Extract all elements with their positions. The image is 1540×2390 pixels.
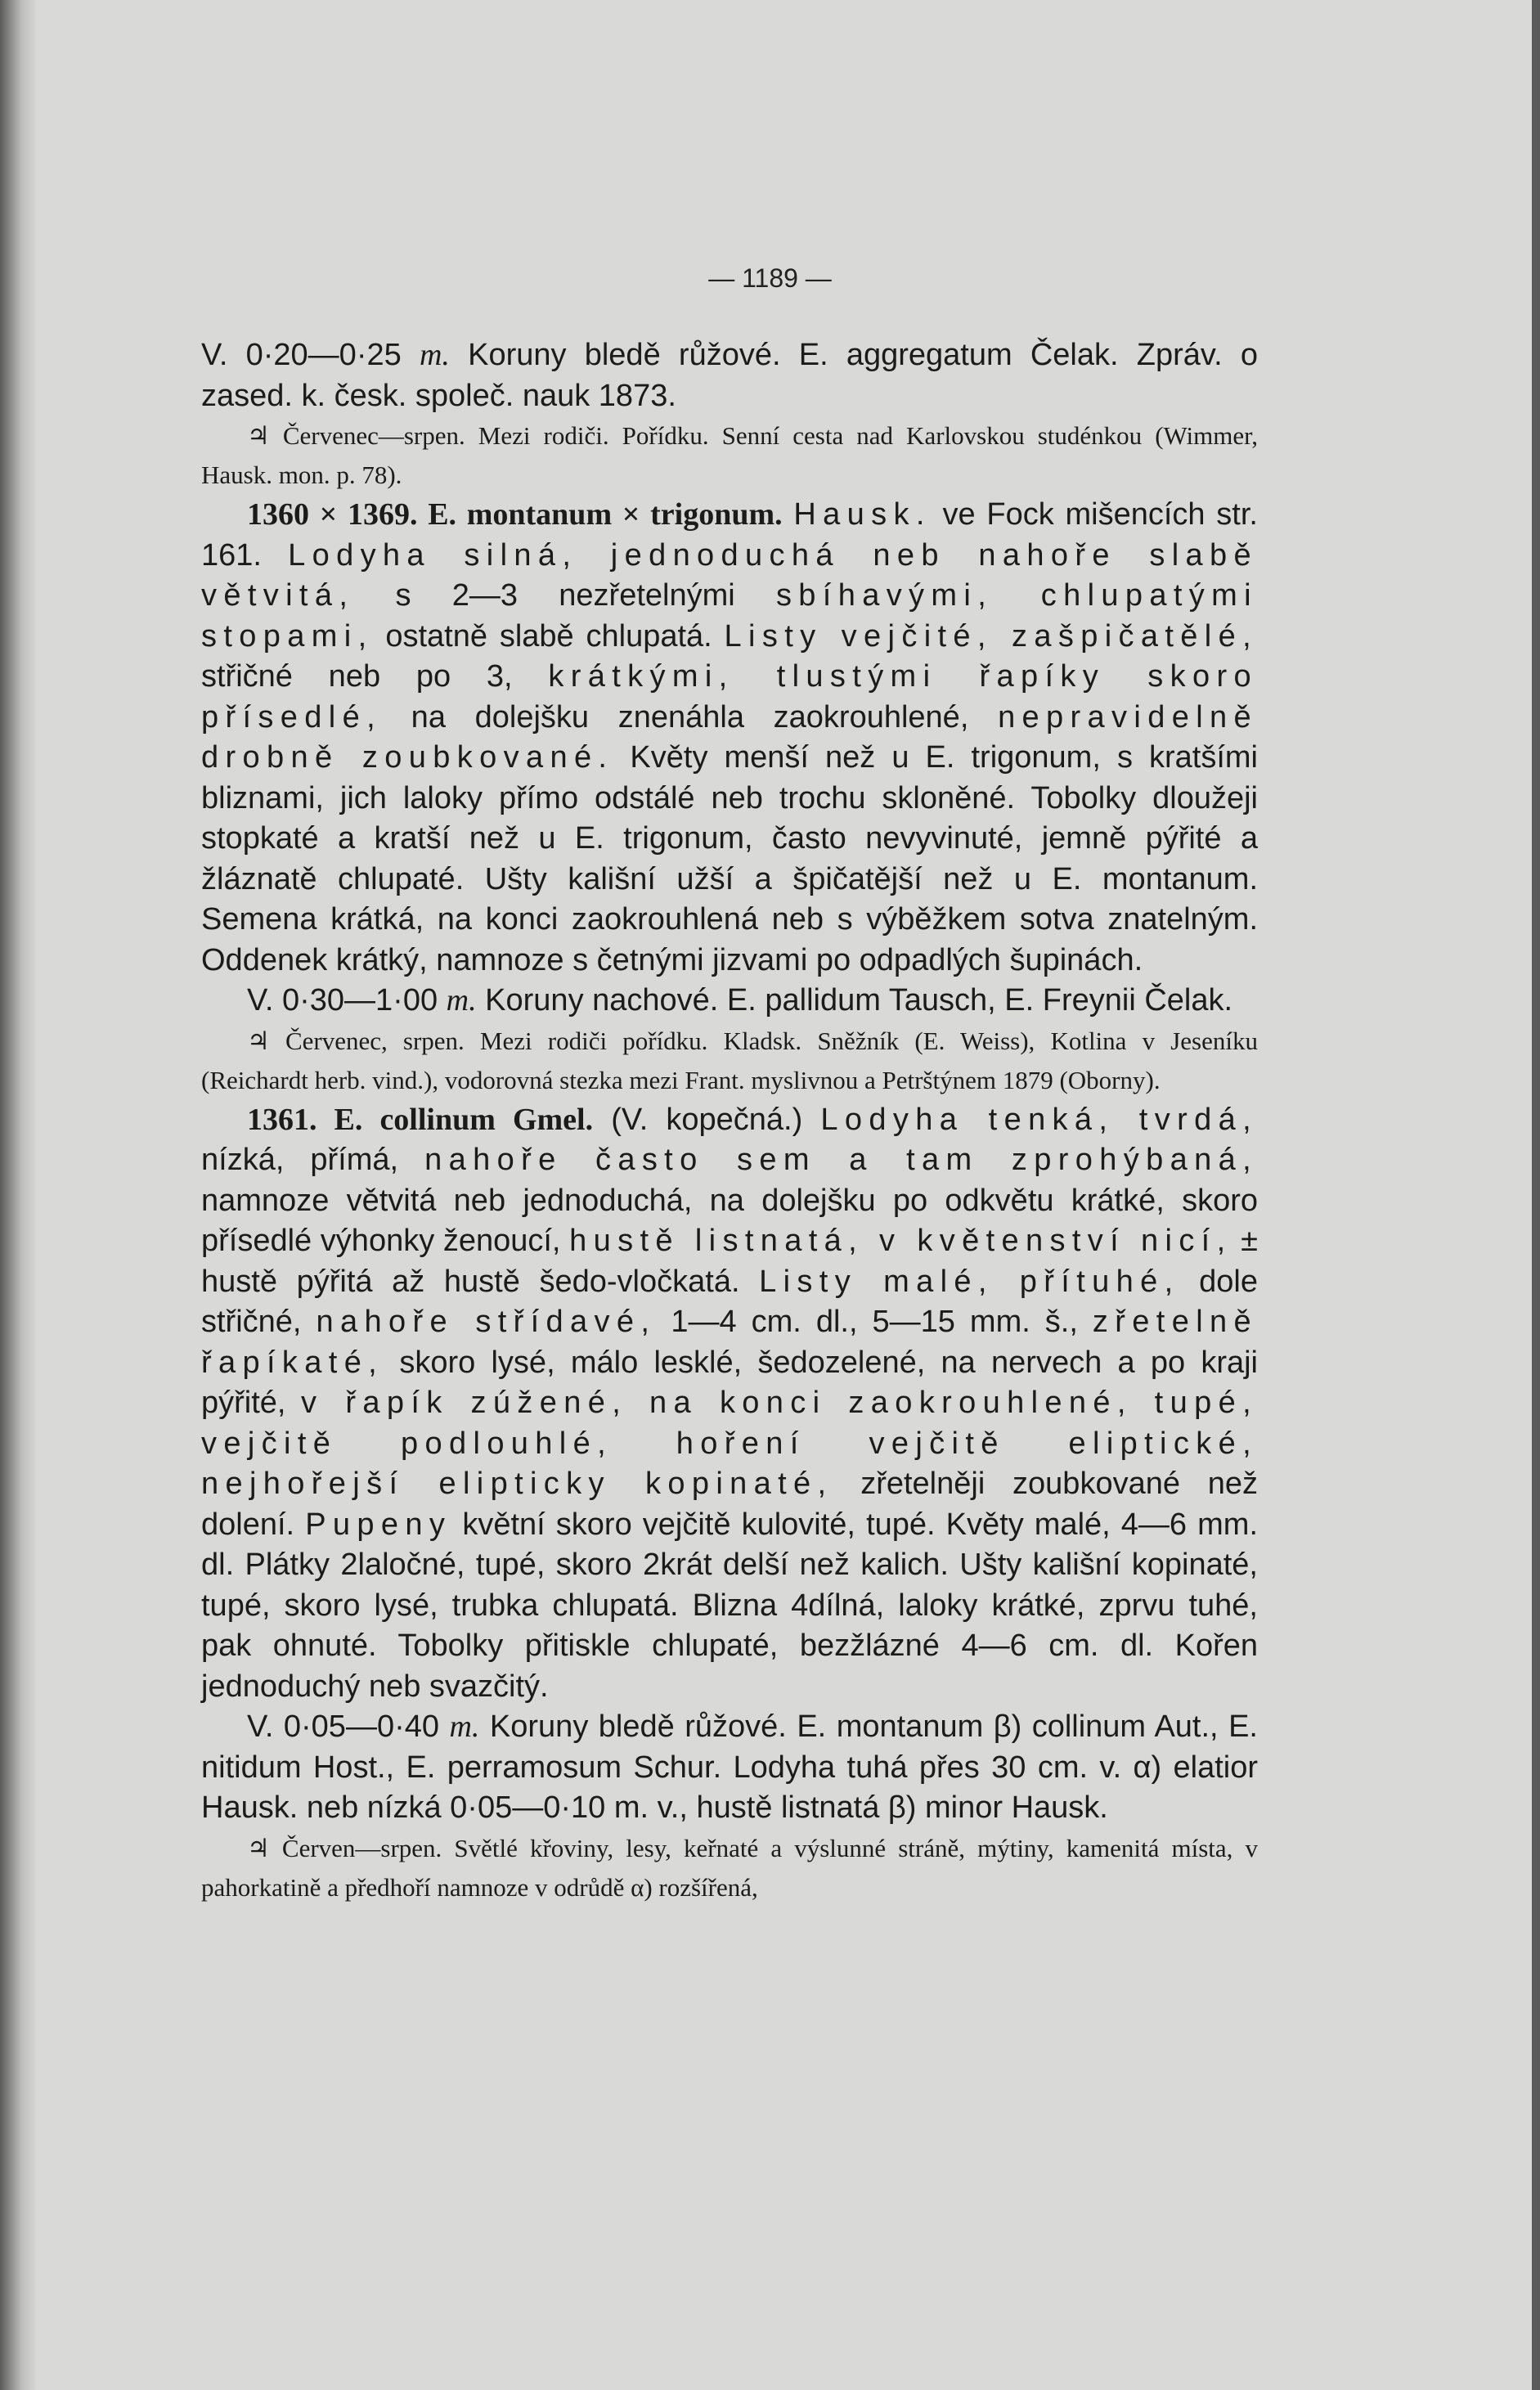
text-run: zřetelněji zoubkované než dolení. — [201, 1467, 1258, 1542]
text-run: zřetelně řapíkaté, — [201, 1305, 1258, 1380]
text-run: Koruny bledě růžové. E. montanum β) collinum Aut., E. nitidum Host., E. perramosum Schur. Lodyha tuhá přes 30 cm. v. α) elatior Hausk. neb nízká 0·05—0·10 m. v., hustě listnatá β) minor Hausk. — [201, 1709, 1258, 1825]
text-run: skoro lysé, málo lesklé, šedozelené, na nervech a po kraji pýřité, — [201, 1345, 1258, 1420]
text-run: 1—4 cm. dl., 5—15 mm. š., — [656, 1305, 1093, 1339]
text-run: Koruny bledě růžové. E. aggregatum Čelak. Zpráv. o zased. k. česk. společ. nauk 1873. — [201, 338, 1258, 413]
text-run: nahoře často sem a tam zprohýbaná, — [424, 1143, 1258, 1177]
text-run: nízká, přímá, — [201, 1143, 425, 1177]
text-run: Koruny nachové. E. pallidum Tausch, E. Freynii Čelak. — [476, 983, 1233, 1018]
text-run: Listy malé, přítuhé, — [759, 1264, 1180, 1299]
text-run: Lodyha tenká, tvrdá, — [820, 1102, 1258, 1137]
text-run — [783, 497, 794, 532]
text-run: s 2—3 nezřetelnými — [354, 578, 776, 613]
body-text — [201, 335, 1258, 1907]
paragraph-p8 — [201, 1829, 1258, 1907]
paragraph-p5 — [201, 1022, 1258, 1100]
text-run: m. — [419, 338, 450, 372]
text-run: ♃ Červenec, srpen. Mezi rodiči pořídku. Kladsk. Sněžník (E. Weiss), Kotlina v Jeseníku (Reichardt herb. vind.), vodorovná stezka mezi Frant. myslivnou a Petrštýnem 1879 (Oborny). — [201, 1026, 1258, 1094]
text-run: v řapík zúžené, na konci zaokrouhlené, tupé, vejčitě podlouhlé, hoření vejčitě eliptické, nejhořejší elipticky kopinaté, — [201, 1386, 1258, 1501]
paragraph-p4 — [201, 981, 1258, 1022]
text-run: ve Fock mišencích str. 161. — [201, 497, 1258, 573]
text-run: květní skoro vejčitě kulovité, tupé. Květy malé, 4—6 mm. dl. Plátky 2laločné, tupé, skoro 2krát delší než kalich. Ušty kališní kopinaté, tupé, skoro lysé, trubka chlupatá. Blizna 4dílná, laloky krátké, zprvu tuhé, pak ohnuté. Tobolky přitiskle chlupaté, bezžlázné 4—6 cm. dl. Kořen jednoduchý neb svazčitý. — [201, 1507, 1259, 1704]
text-run: V. 0·30—1·00 — [247, 983, 447, 1018]
text-run: nepravidelně drobně zoubkované. — [201, 699, 1258, 775]
text-run: ♃ Červenec—srpen. Mezi rodiči. Pořídku. Senní cesta nad Karlovskou studénkou (Wimmer, Hausk. mon. p. 78). — [201, 421, 1258, 489]
text-run: ± hustě pýřitá až hustě šedo-vločkatá. — [201, 1224, 1258, 1299]
text-run: m. — [449, 1709, 480, 1744]
paragraph-p6 — [201, 1100, 1258, 1708]
text-run: střičné neb po 3, — [201, 659, 549, 694]
paragraph-p3 — [201, 495, 1258, 981]
text-run: dole střičné, — [201, 1264, 1259, 1339]
text-run: 1361. E. collinum Gmel. — [247, 1102, 594, 1137]
text-run: Hausk. — [793, 497, 932, 532]
text-run: Lodyha silná, jednoduchá neb nahoře slabě větvitá, — [201, 537, 1258, 613]
text-run: ♃ Červen—srpen. Světlé křoviny, lesy, keřnaté a výslunné stráně, mýtiny, kamenitá místa, v pahorkatině a předhoří namnoze v odrůdě α) rozšířená, — [201, 1833, 1258, 1902]
text-run: Listy vejčité, zašpičatělé, — [724, 618, 1258, 654]
text-run: m. — [446, 983, 477, 1018]
text-run: namnoze větvitá neb jednoduchá, na dolejšku po odkvětu krátké, skoro přísedlé výhonky ženoucí, — [201, 1183, 1258, 1258]
page-number: — 1189 — — [708, 263, 832, 293]
paragraph-p2 — [201, 416, 1258, 495]
text-run: na dolejšku znenáhla zaokrouhlené, — [382, 699, 999, 735]
text-run: sbíhavými, chlupatými stopami, — [201, 578, 1258, 654]
text-run: nahoře střídavé, — [316, 1305, 657, 1339]
paragraph-p1 — [201, 335, 1258, 416]
text-run: hustě listnatá, v květenství nicí, — [569, 1224, 1232, 1258]
text-run: krátkými, tlustými řapíky skoro přísedlé, — [201, 659, 1258, 735]
text-run: V. 0·05—0·40 — [247, 1709, 450, 1744]
text-run: Květy menší než u E. trigonum, s kratšími bliznami, jich laloky přímo odstálé neb trochu skloněné. Tobolky dloužeji stopkaté a kratší než u E. trigonum, často nevyvinuté, jemně pýřité a žláznatě chlupaté. Ušty kališní užší a špičatější než u E. montanum. Semena krátká, na konci zaokrouhlená neb s výběžkem sotva znatelným. Oddenek krátký, namnoze s četnými jizvami po odpadlých šupinách. — [201, 740, 1259, 977]
text-run: V. 0·20—0·25 — [201, 338, 420, 372]
text-run: (V. kopečná.) — [593, 1102, 821, 1137]
text-run: Pupeny — [305, 1507, 452, 1542]
text-run: ostatně slabě chlupatá. — [373, 618, 725, 654]
paragraph-p7 — [201, 1707, 1258, 1829]
text-run: 1360 × 1369. E. montanum × trigonum. — [247, 497, 783, 532]
